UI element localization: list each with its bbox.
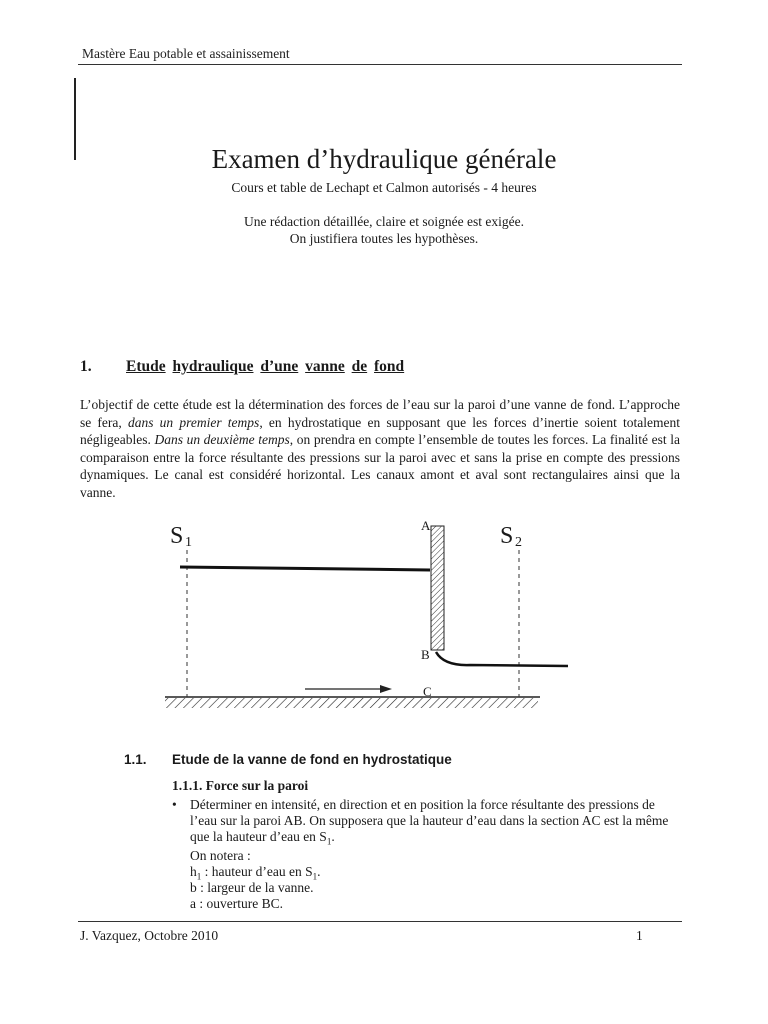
note-text: : ouverture BC. — [196, 896, 283, 911]
para-text: L’objectif de cette étude est la détermination des forces de l’eau sur la paroi d’une vanne de fond. L’approche se fera, — [80, 397, 680, 430]
para-emphasis: Dans un deuxième temps — [154, 432, 290, 447]
section-title-word: fond — [374, 358, 405, 375]
flow-arrow-head — [380, 685, 392, 693]
upstream-water-surface — [180, 567, 430, 570]
note-text: : hauteur d’eau en S — [201, 864, 313, 879]
section-title-word: Etude — [126, 358, 166, 375]
section-title-word: vanne — [305, 358, 345, 375]
note-text-sub: 1 — [312, 871, 318, 882]
channel-bed-hatch — [165, 698, 538, 708]
note-end: . — [317, 864, 321, 879]
instruction-line-2: On justifiera toutes les hypothèses. — [289, 231, 479, 246]
para-text: , en hydrostatique en supposant que les forces d’inertie soient totalement négligeables. — [80, 414, 680, 447]
label-c: C — [423, 684, 432, 699]
label-s1: S — [170, 523, 184, 549]
downstream-water-surface — [436, 652, 568, 666]
note-text: : largeur de la vanne. — [196, 880, 314, 895]
page-number: 1 — [636, 928, 643, 943]
footer-rule — [78, 921, 682, 922]
subsection-title: Etude de la vanne de fond en hydrostatique — [172, 752, 452, 767]
running-header: Mastère Eau potable et assainissement — [82, 46, 290, 61]
label-s2: S — [500, 523, 514, 549]
bullet-end: . — [331, 829, 335, 844]
note-item — [190, 896, 283, 912]
gate-wall — [431, 526, 444, 650]
section-number: 1. — [80, 358, 92, 375]
bullet-text — [190, 797, 680, 850]
label-s2-sub: 2 — [515, 535, 522, 550]
subsection-number: 1.1. — [124, 752, 147, 767]
para-text: , on prendra en compte l’ensemble de toutes les forces. La finalité est la comparaison entre la force résultante des pressions sur la paroi avec et sans la prise en compte des pressions dynamiques. Le canal est considéré horizontal. Les canaux amont et aval sont rectangulaires ainsi que la vanne. — [80, 432, 681, 500]
note-intro: On notera : — [190, 848, 251, 863]
note-symbol: h — [190, 864, 197, 879]
section-title-word: d’une — [260, 358, 299, 375]
note-symbol: b — [190, 880, 197, 895]
page-title: Examen d’hydraulique générale — [211, 144, 557, 174]
note-symbol: a — [190, 896, 196, 911]
label-b: B — [421, 647, 430, 662]
section-title-word: de — [351, 358, 368, 375]
label-s1-sub: 1 — [185, 535, 192, 550]
bullet-subscript: 1 — [326, 836, 332, 847]
para-emphasis: dans un premier temps — [127, 414, 260, 430]
footer-author-date: J. Vazquez, Octobre 2010 — [80, 928, 219, 943]
bullet-marker: • — [172, 797, 177, 812]
section-title-word: hydraulique — [172, 358, 254, 375]
instruction-line-1: Une rédaction détaillée, claire et soignée est exigée. — [244, 214, 524, 229]
subsubsection-title: 1.1.1. Force sur la paroi — [172, 778, 309, 793]
page-subtitle: Cours et table de Lechapt et Calmon autorisés - 4 heures — [231, 180, 537, 195]
note-symbol-sub: 1 — [196, 871, 202, 882]
label-a: A — [421, 518, 431, 533]
bullet-body: Déterminer en intensité, en direction et en position la force résultante des pressions de l’eau sur la paroi AB. On supposera que la hauteur d’eau dans la section AC est la même que la hauteur d’eau en S — [190, 797, 669, 844]
note-item — [190, 880, 313, 896]
